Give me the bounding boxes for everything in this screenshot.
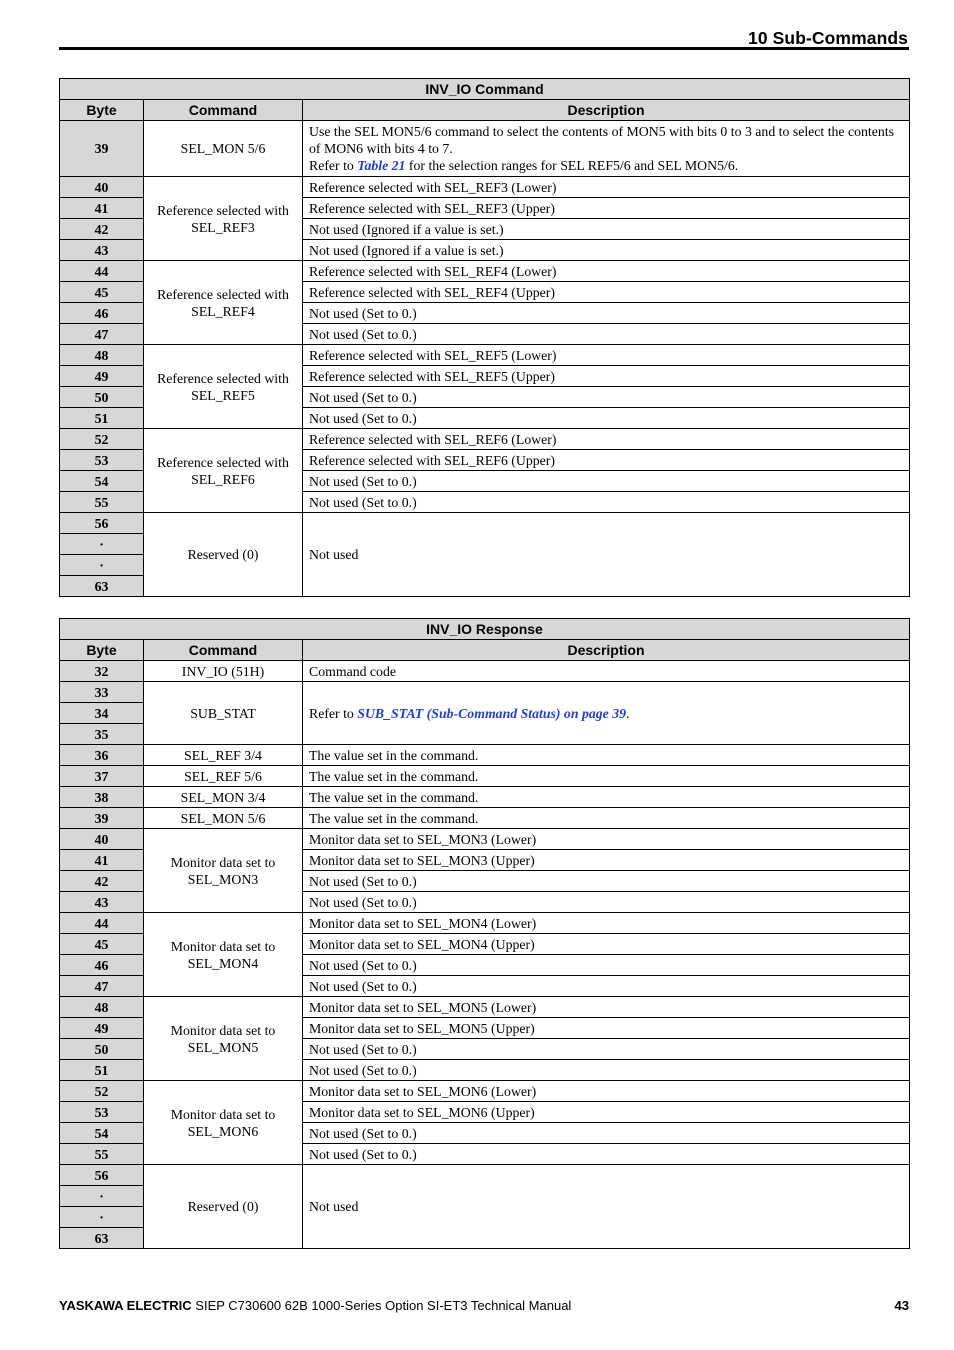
byte-cell: 36 bbox=[60, 745, 144, 766]
description-cell: Monitor data set to SEL_MON3 (Lower) bbox=[303, 829, 910, 850]
command-cell: SUB_STAT bbox=[144, 682, 303, 745]
command-line: SEL_MON3 bbox=[187, 871, 259, 887]
description-refer-prefix: Refer to bbox=[309, 158, 358, 173]
table-21-link[interactable]: Table 21 bbox=[357, 158, 406, 173]
byte-cell: 39 bbox=[60, 808, 144, 829]
inv-io-response-table bbox=[59, 618, 910, 1249]
description-cell: Reference selected with SEL_REF5 (Lower) bbox=[303, 345, 910, 366]
table-row bbox=[60, 682, 910, 703]
byte-cell: 54 bbox=[60, 1123, 144, 1144]
command-cell bbox=[144, 1081, 303, 1165]
byte-cell: 56 bbox=[60, 513, 144, 534]
command-cell bbox=[144, 345, 303, 429]
description-cell: Command code bbox=[303, 661, 910, 682]
command-cell: Reserved (0) bbox=[144, 513, 303, 597]
description-cell: Not used (Set to 0.) bbox=[303, 1060, 910, 1081]
byte-cell: 41 bbox=[60, 198, 144, 219]
command-cell bbox=[144, 429, 303, 513]
table-row bbox=[60, 121, 910, 177]
description-cell: The value set in the command. bbox=[303, 808, 910, 829]
description-cell: Not used (Set to 0.) bbox=[303, 471, 910, 492]
byte-cell: 40 bbox=[60, 177, 144, 198]
byte-cell: 55 bbox=[60, 1144, 144, 1165]
command-line: Monitor data set to bbox=[170, 938, 276, 954]
command-line: Reference selected with bbox=[157, 370, 289, 386]
command-cell bbox=[144, 261, 303, 345]
byte-cell: 48 bbox=[60, 997, 144, 1018]
byte-cell: 49 bbox=[60, 1018, 144, 1039]
table-row bbox=[60, 808, 910, 829]
description-cell: Reference selected with SEL_REF4 (Upper) bbox=[303, 282, 910, 303]
description-cell: Not used (Set to 0.) bbox=[303, 324, 910, 345]
command-cell: SEL_REF 3/4 bbox=[144, 745, 303, 766]
description-cell: Reference selected with SEL_REF5 (Upper) bbox=[303, 366, 910, 387]
description-text: Use the SEL MON5/6 command to select the contents of MON5 with bits 0 to 3 and to select the contents of MON6 with bits 4 to 7. bbox=[309, 124, 894, 156]
byte-cell: 34 bbox=[60, 703, 144, 724]
byte-cell: 51 bbox=[60, 408, 144, 429]
byte-cell: 51 bbox=[60, 1060, 144, 1081]
command-line: SEL_REF5 bbox=[191, 387, 255, 403]
command-line: Reference selected with bbox=[157, 454, 289, 470]
command-cell bbox=[144, 997, 303, 1081]
description-cell: Reference selected with SEL_REF3 (Upper) bbox=[303, 198, 910, 219]
col-header-description: Description bbox=[303, 100, 910, 121]
command-line: Monitor data set to bbox=[170, 854, 276, 870]
description-cell: Monitor data set to SEL_MON5 (Upper) bbox=[303, 1018, 910, 1039]
byte-cell: 37 bbox=[60, 766, 144, 787]
command-line: Monitor data set to bbox=[170, 1022, 276, 1038]
table-title: INV_IO Command bbox=[60, 79, 910, 100]
description-cell: Not used (Ignored if a value is set.) bbox=[303, 240, 910, 261]
table-row bbox=[60, 997, 910, 1018]
table-row bbox=[60, 829, 910, 850]
byte-cell: 40 bbox=[60, 829, 144, 850]
description-cell: Monitor data set to SEL_MON6 (Upper) bbox=[303, 1102, 910, 1123]
command-line: Reference selected with bbox=[157, 202, 289, 218]
col-header-command: Command bbox=[144, 640, 303, 661]
description-cell: Monitor data set to SEL_MON6 (Lower) bbox=[303, 1081, 910, 1102]
byte-cell: 63 bbox=[60, 576, 144, 597]
description-cell: Not used (Set to 0.) bbox=[303, 387, 910, 408]
byte-cell: 32 bbox=[60, 661, 144, 682]
table-row bbox=[60, 745, 910, 766]
byte-cell: 48 bbox=[60, 345, 144, 366]
description-cell: The value set in the command. bbox=[303, 766, 910, 787]
table-row bbox=[60, 1081, 910, 1102]
col-header-byte: Byte bbox=[60, 640, 144, 661]
byte-cell: 35 bbox=[60, 724, 144, 745]
byte-cell: 33 bbox=[60, 682, 144, 703]
byte-cell: 47 bbox=[60, 976, 144, 997]
command-cell: SEL_MON 3/4 bbox=[144, 787, 303, 808]
description-cell bbox=[303, 682, 910, 745]
inv-io-command-table bbox=[59, 78, 910, 597]
command-table-body bbox=[60, 121, 910, 597]
byte-cell: 43 bbox=[60, 240, 144, 261]
table-row bbox=[60, 177, 910, 198]
description-cell: Reference selected with SEL_REF6 (Lower) bbox=[303, 429, 910, 450]
byte-cell: 41 bbox=[60, 850, 144, 871]
table-row bbox=[60, 345, 910, 366]
command-line: SEL_REF6 bbox=[191, 471, 255, 487]
table-row bbox=[60, 429, 910, 450]
description-cell: Not used (Set to 0.) bbox=[303, 955, 910, 976]
command-cell: SEL_MON 5/6 bbox=[144, 121, 303, 177]
byte-cell: 42 bbox=[60, 871, 144, 892]
description-cell: Not used bbox=[303, 1165, 910, 1249]
table-row bbox=[60, 661, 910, 682]
byte-cell: 44 bbox=[60, 261, 144, 282]
command-cell bbox=[144, 829, 303, 913]
table-row bbox=[60, 766, 910, 787]
byte-cell: · bbox=[60, 534, 144, 555]
command-line: SEL_REF3 bbox=[191, 219, 255, 235]
command-cell bbox=[144, 177, 303, 261]
command-line: SEL_MON6 bbox=[187, 1123, 259, 1139]
byte-cell: 52 bbox=[60, 429, 144, 450]
byte-cell: · bbox=[60, 555, 144, 576]
byte-cell: 45 bbox=[60, 934, 144, 955]
byte-cell: 42 bbox=[60, 219, 144, 240]
command-cell bbox=[144, 913, 303, 997]
table-row bbox=[60, 913, 910, 934]
byte-cell: 54 bbox=[60, 471, 144, 492]
description-cell: Not used (Set to 0.) bbox=[303, 892, 910, 913]
sub-stat-link[interactable]: SUB_STAT (Sub-Command Status) on page 39 bbox=[357, 705, 627, 721]
col-header-byte: Byte bbox=[60, 100, 144, 121]
command-line: SEL_MON5 bbox=[187, 1039, 259, 1055]
byte-cell: 53 bbox=[60, 450, 144, 471]
byte-cell: 49 bbox=[60, 366, 144, 387]
byte-cell: 47 bbox=[60, 324, 144, 345]
command-line: Monitor data set to bbox=[170, 1106, 276, 1122]
table-row bbox=[60, 261, 910, 282]
table-row bbox=[60, 513, 910, 534]
col-header-description: Description bbox=[303, 640, 910, 661]
header-rule bbox=[59, 47, 909, 50]
byte-cell: 55 bbox=[60, 492, 144, 513]
byte-cell: 53 bbox=[60, 1102, 144, 1123]
description-cell: Not used (Set to 0.) bbox=[303, 976, 910, 997]
command-cell: INV_IO (51H) bbox=[144, 661, 303, 682]
byte-cell: 50 bbox=[60, 387, 144, 408]
byte-cell: 63 bbox=[60, 1228, 144, 1249]
footer-doc: SIEP C730600 62B 1000-Series Option SI-ET3 Technical Manual bbox=[191, 1298, 572, 1313]
description-cell: Monitor data set to SEL_MON5 (Lower) bbox=[303, 997, 910, 1018]
description-refer-suffix: . bbox=[626, 705, 630, 721]
command-cell: SEL_REF 5/6 bbox=[144, 766, 303, 787]
footer-brand: YASKAWA ELECTRIC bbox=[59, 1298, 192, 1313]
description-cell: Not used (Set to 0.) bbox=[303, 871, 910, 892]
description-refer-suffix: for the selection ranges for SEL REF5/6 and SEL MON5/6. bbox=[405, 158, 739, 173]
command-line: SEL_MON4 bbox=[187, 955, 259, 971]
page-number: 43 bbox=[894, 1298, 909, 1313]
description-cell: Reference selected with SEL_REF3 (Lower) bbox=[303, 177, 910, 198]
description-cell: Not used (Ignored if a value is set.) bbox=[303, 219, 910, 240]
byte-cell: 50 bbox=[60, 1039, 144, 1060]
byte-cell: 43 bbox=[60, 892, 144, 913]
byte-cell: 38 bbox=[60, 787, 144, 808]
description-cell: Reference selected with SEL_REF6 (Upper) bbox=[303, 450, 910, 471]
byte-cell: 46 bbox=[60, 955, 144, 976]
byte-cell: 52 bbox=[60, 1081, 144, 1102]
description-cell: Not used (Set to 0.) bbox=[303, 1123, 910, 1144]
table-title: INV_IO Response bbox=[60, 619, 910, 640]
description-cell: Not used (Set to 0.) bbox=[303, 1144, 910, 1165]
byte-cell: 39 bbox=[60, 121, 144, 177]
command-line: Reference selected with bbox=[157, 286, 289, 302]
description-cell: Not used bbox=[303, 513, 910, 597]
description-cell: Not used (Set to 0.) bbox=[303, 1039, 910, 1060]
table-row bbox=[60, 1165, 910, 1186]
description-cell bbox=[303, 121, 910, 177]
byte-cell: · bbox=[60, 1186, 144, 1207]
description-cell: Monitor data set to SEL_MON4 (Lower) bbox=[303, 913, 910, 934]
description-cell: The value set in the command. bbox=[303, 787, 910, 808]
description-cell: Not used (Set to 0.) bbox=[303, 408, 910, 429]
byte-cell: 56 bbox=[60, 1165, 144, 1186]
table-row bbox=[60, 787, 910, 808]
description-cell: Monitor data set to SEL_MON4 (Upper) bbox=[303, 934, 910, 955]
command-cell: SEL_MON 5/6 bbox=[144, 808, 303, 829]
description-cell: The value set in the command. bbox=[303, 745, 910, 766]
command-line: SEL_REF4 bbox=[191, 303, 255, 319]
byte-cell: 44 bbox=[60, 913, 144, 934]
section-title: 10 Sub-Commands bbox=[748, 28, 908, 48]
footer-doc-title bbox=[59, 1298, 571, 1313]
byte-cell: 45 bbox=[60, 282, 144, 303]
description-cell: Monitor data set to SEL_MON3 (Upper) bbox=[303, 850, 910, 871]
description-refer-prefix: Refer to bbox=[309, 705, 358, 721]
description-cell: Not used (Set to 0.) bbox=[303, 492, 910, 513]
description-cell: Reference selected with SEL_REF4 (Lower) bbox=[303, 261, 910, 282]
response-table-body bbox=[60, 661, 910, 1249]
col-header-command: Command bbox=[144, 100, 303, 121]
description-cell: Not used (Set to 0.) bbox=[303, 303, 910, 324]
byte-cell: 46 bbox=[60, 303, 144, 324]
byte-cell: · bbox=[60, 1207, 144, 1228]
command-cell: Reserved (0) bbox=[144, 1165, 303, 1249]
